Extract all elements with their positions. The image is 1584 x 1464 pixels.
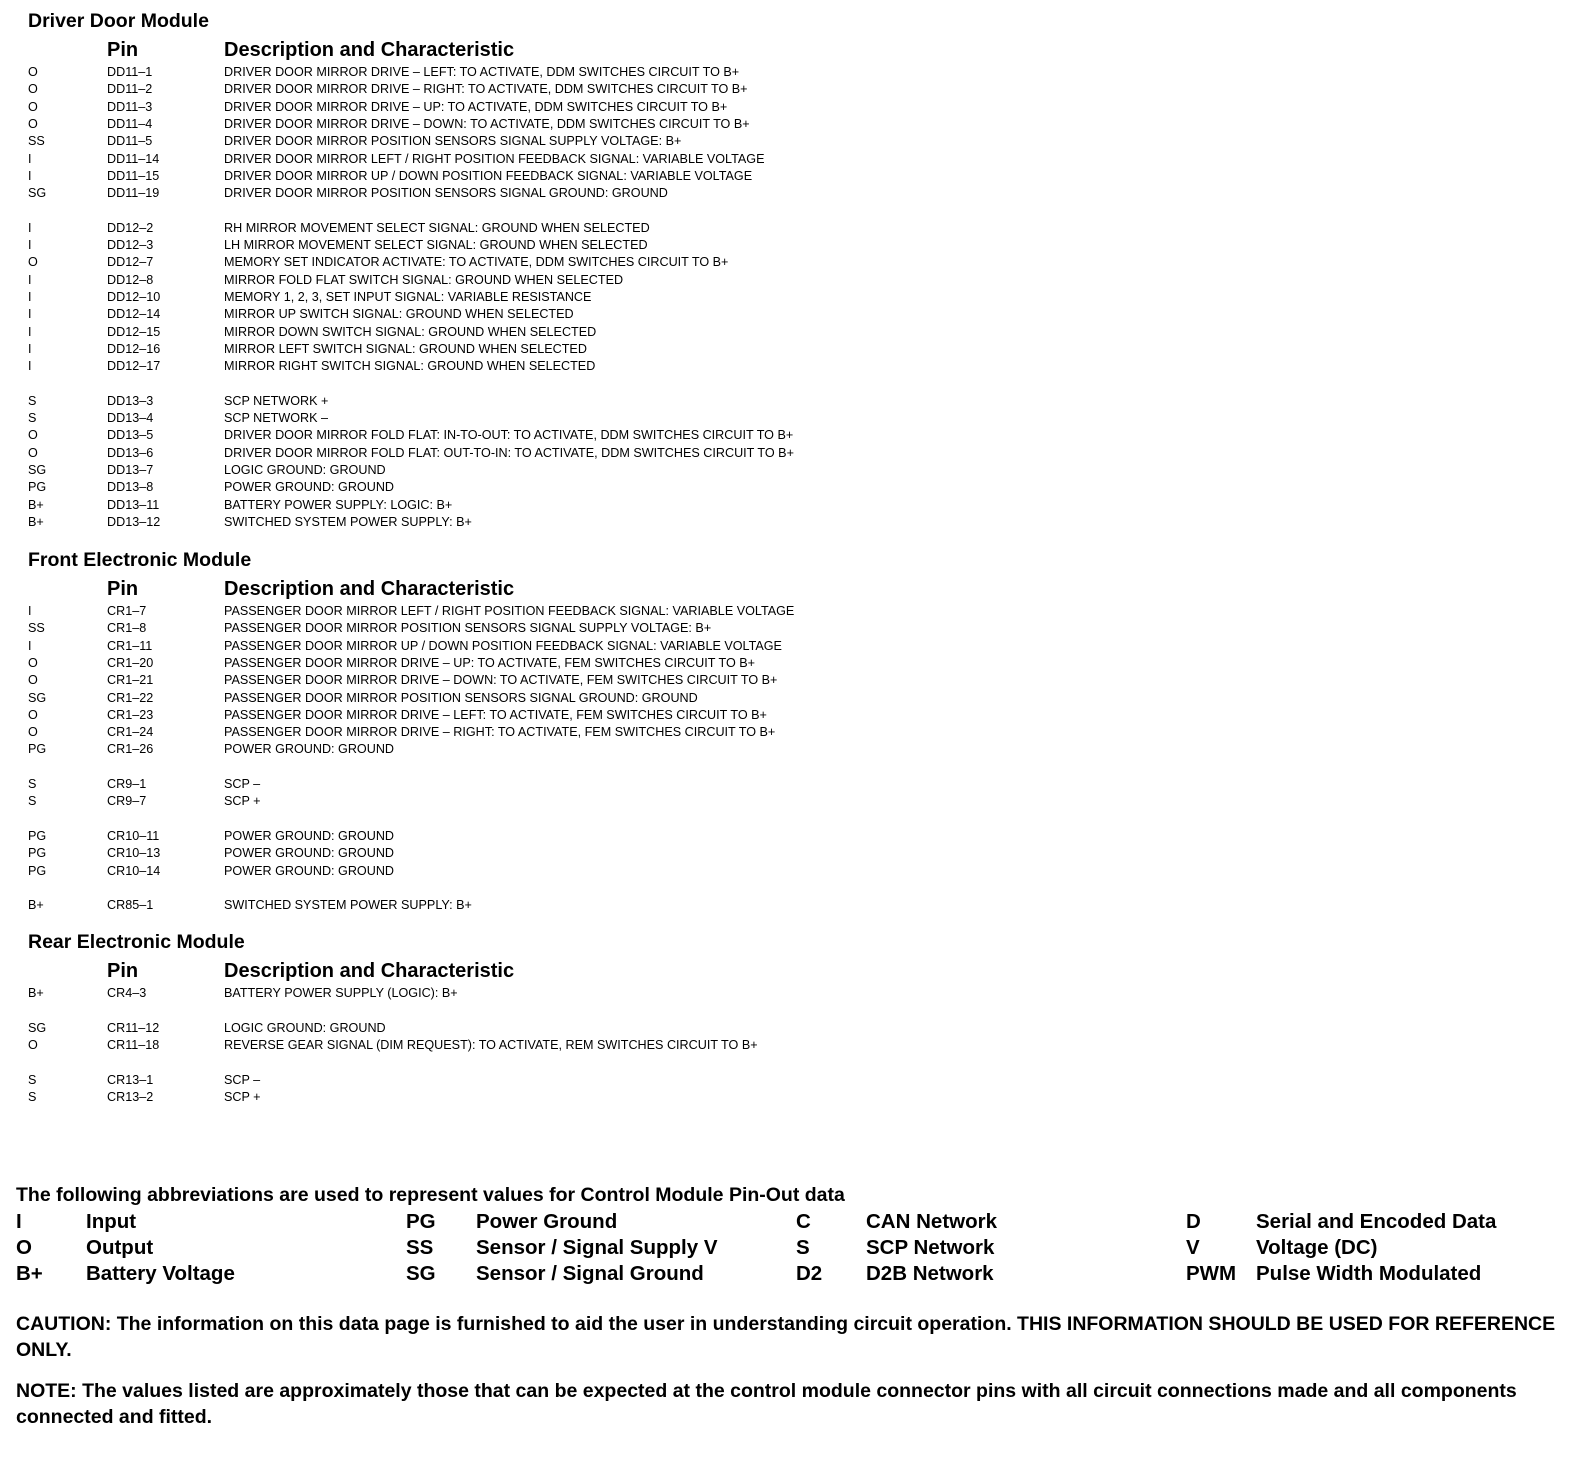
- abbreviation-meaning: Output: [86, 1236, 154, 1259]
- pin-column-header: Pin: [107, 39, 139, 61]
- description-column-header: Description and Characteristic: [224, 39, 515, 61]
- signal-type-cell: B+: [28, 986, 44, 1000]
- module-title: Driver Door Module: [28, 10, 209, 32]
- signal-type-cell: I: [28, 168, 32, 183]
- signal-type-cell: I: [28, 638, 32, 653]
- description-cell: DRIVER DOOR MIRROR DRIVE – LEFT: TO ACTIVATE, DDM SWITCHES CIRCUIT TO B+: [224, 65, 740, 79]
- description-cell: SCP NETWORK +: [224, 393, 329, 408]
- pin-cell: CR4–3: [107, 986, 147, 1000]
- abbreviation-code: V: [1186, 1236, 1200, 1259]
- signal-type-cell: I: [28, 341, 32, 356]
- description-cell: POWER GROUND: GROUND: [224, 480, 395, 495]
- pin-cell: CR9–1: [107, 777, 147, 791]
- signal-type-cell: I: [28, 151, 32, 166]
- pin-cell: CR1–8: [107, 621, 147, 636]
- description-cell: PASSENGER DOOR MIRROR UP / DOWN POSITION FEEDBACK SIGNAL: VARIABLE VOLTAGE: [224, 638, 782, 653]
- description-cell: DRIVER DOOR MIRROR POSITION SENSORS SIGNAL GROUND: GROUND: [224, 186, 668, 201]
- signal-type-cell: O: [28, 82, 38, 97]
- description-cell: SWITCHED SYSTEM POWER SUPPLY: B+: [224, 898, 472, 913]
- description-column-header: Description and Characteristic: [224, 960, 515, 982]
- pin-cell: CR13–1: [107, 1072, 154, 1087]
- abbreviation-meaning: SCP Network: [866, 1236, 995, 1259]
- abbreviation-code: B+: [16, 1262, 43, 1285]
- pin-cell: CR1–23: [107, 707, 154, 722]
- signal-type-cell: O: [28, 445, 38, 460]
- pin-cell: DD11–3: [107, 99, 153, 114]
- signal-type-cell: SG: [28, 186, 47, 201]
- signal-type-cell: O: [28, 1037, 38, 1052]
- signal-type-cell: O: [28, 428, 38, 443]
- description-cell: PASSENGER DOOR MIRROR LEFT / RIGHT POSITION FEEDBACK SIGNAL: VARIABLE VOLTAGE: [224, 604, 795, 618]
- description-cell: PASSENGER DOOR MIRROR POSITION SENSORS SIGNAL SUPPLY VOLTAGE: B+: [224, 621, 712, 636]
- pin-cell: DD13–5: [107, 428, 154, 443]
- abbreviation-meaning: Sensor / Signal Ground: [476, 1262, 704, 1285]
- abbreviation-code: D: [1186, 1210, 1201, 1233]
- description-cell: BATTERY POWER SUPPLY (LOGIC): B+: [224, 986, 458, 1000]
- signal-type-cell: O: [28, 655, 38, 670]
- pin-cell: DD13–8: [107, 480, 154, 495]
- signal-type-cell: PG: [28, 742, 47, 757]
- pin-cell: DD11–4: [107, 116, 153, 131]
- description-cell: PASSENGER DOOR MIRROR POSITION SENSORS SIGNAL GROUND: GROUND: [224, 690, 698, 705]
- description-cell: DRIVER DOOR MIRROR DRIVE – UP: TO ACTIVATE, DDM SWITCHES CIRCUIT TO B+: [224, 99, 728, 114]
- description-cell: MIRROR RIGHT SWITCH SIGNAL: GROUND WHEN SELECTED: [224, 359, 596, 374]
- pin-cell: DD12–7: [107, 255, 154, 270]
- pin-cell: CR9–7: [107, 794, 147, 809]
- description-cell: DRIVER DOOR MIRROR UP / DOWN POSITION FEEDBACK SIGNAL: VARIABLE VOLTAGE: [224, 168, 753, 183]
- module-title: Rear Electronic Module: [28, 931, 245, 953]
- signal-type-cell: PG: [28, 480, 47, 495]
- pin-cell: DD11–19: [107, 186, 160, 201]
- signal-type-cell: S: [28, 393, 37, 408]
- signal-type-cell: SG: [28, 690, 47, 705]
- abbreviation-code: C: [796, 1210, 811, 1233]
- pin-cell: CR1–22: [107, 690, 154, 705]
- description-column-header: Description and Characteristic: [224, 578, 515, 600]
- abbreviation-code: D2: [796, 1262, 823, 1285]
- pin-cell: CR1–7: [107, 604, 147, 618]
- description-cell: MIRROR UP SWITCH SIGNAL: GROUND WHEN SELECTED: [224, 307, 574, 322]
- pin-cell: CR1–24: [107, 725, 154, 740]
- description-cell: MIRROR FOLD FLAT SWITCH SIGNAL: GROUND WHEN SELECTED: [224, 272, 624, 287]
- signal-type-cell: O: [28, 65, 38, 79]
- signal-type-cell: S: [28, 777, 37, 791]
- signal-type-cell: I: [28, 307, 32, 322]
- abbreviations-intro: The following abbreviations are used to represent values for Control Module Pin-Out data: [16, 1184, 845, 1206]
- pin-cell: CR11–18: [107, 1037, 160, 1052]
- description-cell: PASSENGER DOOR MIRROR DRIVE – RIGHT: TO ACTIVATE, FEM SWITCHES CIRCUIT TO B+: [224, 725, 776, 740]
- description-cell: SCP NETWORK –: [224, 411, 329, 425]
- pin-cell: CR1–20: [107, 655, 154, 670]
- signal-type-cell: I: [28, 324, 32, 339]
- description-cell: LOGIC GROUND: GROUND: [224, 462, 386, 477]
- module-title: Front Electronic Module: [28, 549, 252, 571]
- description-cell: POWER GROUND: GROUND: [224, 742, 395, 757]
- signal-type-cell: S: [28, 1072, 37, 1087]
- description-cell: MEMORY SET INDICATOR ACTIVATE: TO ACTIVATE, DDM SWITCHES CIRCUIT TO B+: [224, 255, 729, 270]
- signal-type-cell: I: [28, 238, 32, 252]
- signal-type-cell: O: [28, 99, 38, 114]
- pin-cell: DD13–11: [107, 497, 160, 512]
- description-cell: MEMORY 1, 2, 3, SET INPUT SIGNAL: VARIABLE RESISTANCE: [224, 289, 592, 304]
- description-cell: SCP –: [224, 777, 261, 791]
- pin-cell: CR13–2: [107, 1089, 154, 1104]
- pin-cell: CR1–26: [107, 742, 154, 757]
- description-cell: MIRROR LEFT SWITCH SIGNAL: GROUND WHEN SELECTED: [224, 341, 587, 356]
- pin-cell: DD11–2: [107, 82, 153, 97]
- pin-cell: CR1–21: [107, 673, 154, 688]
- description-cell: SCP –: [224, 1072, 261, 1087]
- abbreviation-meaning: Sensor / Signal Supply V: [476, 1236, 718, 1259]
- pin-cell: DD13–7: [107, 462, 154, 477]
- description-cell: DRIVER DOOR MIRROR DRIVE – RIGHT: TO ACTIVATE, DDM SWITCHES CIRCUIT TO B+: [224, 82, 748, 97]
- pin-cell: DD12–15: [107, 324, 161, 339]
- signal-type-cell: PG: [28, 828, 47, 843]
- description-cell: SCP +: [224, 794, 261, 809]
- abbreviation-meaning: D2B Network: [866, 1262, 994, 1285]
- pin-cell: CR11–12: [107, 1020, 160, 1035]
- signal-type-cell: S: [28, 794, 37, 809]
- caution-text: CAUTION: The information on this data page is furnished to aid the user in understanding circuit operation. THIS INFORMATION SHOULD BE USED FOR REFERENCE ONLY.: [16, 1313, 1556, 1361]
- pin-cell: DD12–2: [107, 220, 154, 235]
- description-cell: DRIVER DOOR MIRROR DRIVE – DOWN: TO ACTIVATE, DDM SWITCHES CIRCUIT TO B+: [224, 116, 750, 131]
- abbreviation-meaning: Pulse Width Modulated: [1256, 1262, 1482, 1285]
- signal-type-cell: I: [28, 289, 32, 304]
- signal-type-cell: PG: [28, 863, 47, 878]
- pin-cell: DD12–10: [107, 289, 161, 304]
- abbreviation-meaning: CAN Network: [866, 1210, 997, 1233]
- description-cell: PASSENGER DOOR MIRROR DRIVE – UP: TO ACTIVATE, FEM SWITCHES CIRCUIT TO B+: [224, 655, 756, 670]
- abbreviation-meaning: Battery Voltage: [86, 1262, 235, 1285]
- signal-type-cell: I: [28, 604, 32, 618]
- description-cell: BATTERY POWER SUPPLY: LOGIC: B+: [224, 497, 453, 512]
- pin-column-header: Pin: [107, 578, 139, 600]
- signal-type-cell: SS: [28, 621, 45, 636]
- description-cell: PASSENGER DOOR MIRROR DRIVE – DOWN: TO ACTIVATE, FEM SWITCHES CIRCUIT TO B+: [224, 673, 778, 688]
- signal-type-cell: O: [28, 255, 38, 270]
- description-cell: POWER GROUND: GROUND: [224, 846, 395, 861]
- pin-cell: DD12–14: [107, 307, 161, 322]
- abbreviation-code: PWM: [1186, 1262, 1237, 1285]
- pin-cell: DD11–1: [107, 65, 153, 79]
- description-cell: RH MIRROR MOVEMENT SELECT SIGNAL: GROUND WHEN SELECTED: [224, 220, 650, 235]
- description-cell: REVERSE GEAR SIGNAL (DIM REQUEST): TO ACTIVATE, REM SWITCHES CIRCUIT TO B+: [224, 1037, 758, 1052]
- abbreviation-meaning: Voltage (DC): [1256, 1236, 1378, 1259]
- abbreviation-code: SG: [406, 1262, 436, 1285]
- signal-type-cell: S: [28, 1089, 37, 1104]
- description-cell: DRIVER DOOR MIRROR LEFT / RIGHT POSITION FEEDBACK SIGNAL: VARIABLE VOLTAGE: [224, 151, 765, 166]
- signal-type-cell: O: [28, 707, 38, 722]
- signal-type-cell: SS: [28, 134, 45, 149]
- signal-type-cell: O: [28, 673, 38, 688]
- signal-type-cell: I: [28, 272, 32, 287]
- signal-type-cell: O: [28, 725, 38, 740]
- abbreviation-code: I: [16, 1210, 22, 1233]
- pin-cell: DD13–6: [107, 445, 154, 460]
- pin-cell: CR10–14: [107, 863, 161, 878]
- pin-cell: DD11–14: [107, 151, 160, 166]
- pin-cell: DD11–15: [107, 168, 160, 183]
- abbreviation-code: PG: [406, 1210, 436, 1233]
- signal-type-cell: PG: [28, 846, 47, 861]
- pin-cell: CR10–11: [107, 828, 160, 843]
- abbreviation-meaning: Power Ground: [476, 1210, 618, 1233]
- description-cell: POWER GROUND: GROUND: [224, 828, 395, 843]
- pin-cell: DD11–5: [107, 134, 153, 149]
- pin-cell: CR10–13: [107, 846, 161, 861]
- description-cell: SCP +: [224, 1089, 261, 1104]
- signal-type-cell: I: [28, 359, 32, 374]
- pin-cell: DD13–12: [107, 514, 161, 529]
- signal-type-cell: B+: [28, 898, 44, 913]
- description-cell: DRIVER DOOR MIRROR FOLD FLAT: OUT-TO-IN: TO ACTIVATE, DDM SWITCHES CIRCUIT TO B+: [224, 445, 794, 460]
- description-cell: DRIVER DOOR MIRROR FOLD FLAT: IN-TO-OUT: TO ACTIVATE, DDM SWITCHES CIRCUIT TO B+: [224, 428, 794, 443]
- signal-type-cell: I: [28, 220, 32, 235]
- signal-type-cell: O: [28, 116, 38, 131]
- pin-cell: CR85–1: [107, 898, 154, 913]
- signal-type-cell: B+: [28, 514, 44, 529]
- signal-type-cell: SG: [28, 1020, 47, 1035]
- pin-cell: DD12–3: [107, 238, 154, 252]
- pin-column-header: Pin: [107, 960, 139, 982]
- signal-type-cell: SG: [28, 462, 47, 477]
- pin-cell: DD13–4: [107, 411, 154, 425]
- pin-cell: DD12–16: [107, 341, 161, 356]
- pin-cell: DD12–8: [107, 272, 154, 287]
- pin-cell: DD13–3: [107, 393, 154, 408]
- abbreviation-meaning: Serial and Encoded Data: [1256, 1210, 1497, 1233]
- description-cell: MIRROR DOWN SWITCH SIGNAL: GROUND WHEN SELECTED: [224, 324, 597, 339]
- abbreviation-code: SS: [406, 1236, 434, 1259]
- note-text: NOTE: The values listed are approximately those that can be expected at the control module connector pins with all circuit connections made and all components connected and fitted.: [16, 1380, 1517, 1428]
- signal-type-cell: S: [28, 411, 37, 425]
- pin-cell: CR1–11: [107, 638, 153, 653]
- description-cell: DRIVER DOOR MIRROR POSITION SENSORS SIGNAL SUPPLY VOLTAGE: B+: [224, 134, 682, 149]
- description-cell: LH MIRROR MOVEMENT SELECT SIGNAL: GROUND WHEN SELECTED: [224, 238, 648, 252]
- description-cell: POWER GROUND: GROUND: [224, 863, 395, 878]
- abbreviation-code: O: [16, 1236, 32, 1259]
- abbreviation-code: S: [796, 1236, 810, 1259]
- description-cell: LOGIC GROUND: GROUND: [224, 1020, 386, 1035]
- abbreviation-meaning: Input: [86, 1210, 137, 1233]
- signal-type-cell: B+: [28, 497, 44, 512]
- description-cell: SWITCHED SYSTEM POWER SUPPLY: B+: [224, 514, 472, 529]
- description-cell: PASSENGER DOOR MIRROR DRIVE – LEFT: TO ACTIVATE, FEM SWITCHES CIRCUIT TO B+: [224, 707, 767, 722]
- pin-cell: DD12–17: [107, 359, 161, 374]
